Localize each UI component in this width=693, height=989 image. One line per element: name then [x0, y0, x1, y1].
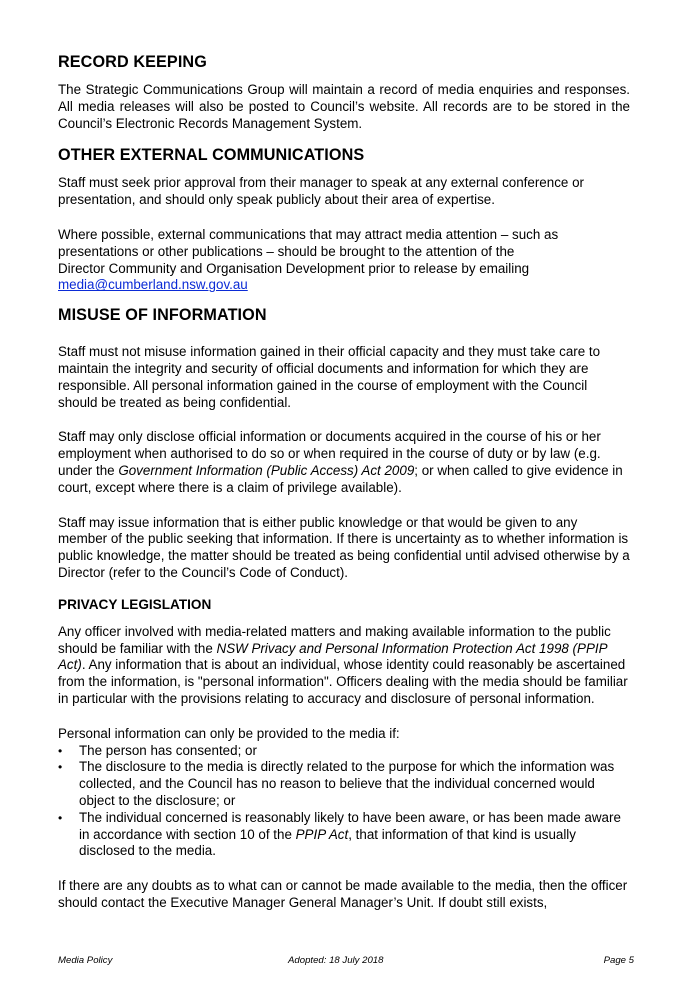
misuse-paragraph-3: Staff may issue information that is either public knowledge or that would be given to any member of the public seeking that information. If there is uncertainty as to whether information is public knowledge, the matter should be treated as being confidential until advised otherwise by a Director (refer to the Council’s Code of Conduct).	[58, 514, 630, 580]
other-external-paragraph-1: Staff must seek prior approval from their manager to speak at any external conference or presentation, and should only speak publicly about their area of expertise.	[58, 175, 584, 208]
privacy-paragraph-1	[58, 624, 630, 708]
document-page	[58, 52, 630, 912]
footer-adopted-date: Adopted: 18 July 2018	[288, 955, 384, 966]
list-item	[58, 743, 630, 760]
other-external-paragraph-2-line-1: Where possible, external communications that may attract media attention – such as presentations or other publications – should be brought to the attention of the	[58, 226, 559, 259]
privacy-list-intro: Personal information can only be provided to the media if:	[58, 725, 400, 741]
ppip-act-short-title: PPIP Act	[295, 826, 349, 842]
privacy-conditions-list	[58, 743, 630, 861]
privacy-legislation-heading: PRIVACY LEGISLATION	[58, 596, 212, 612]
ppip-act-title: NSW Privacy and Personal Information Protection Act 1998 (PPIP Act)	[58, 640, 608, 673]
record-keeping-heading: RECORD KEEPING	[58, 53, 207, 71]
privacy-closing-paragraph: If there are any doubts as to what can or cannot be made available to the media, then the officer should contact the Executive Manager General Manager’s Unit. If doubt still exists,	[58, 878, 628, 910]
misuse-paragraph-2-text-a: Staff may only disclose official information or documents acquired in the course of his or her employment when authorised to do so or when required in the course of duty or by law (e.g. under the	[58, 429, 601, 478]
bullet-icon: •	[58, 743, 63, 758]
other-external-paragraph-2	[58, 227, 630, 294]
bullet-icon: •	[58, 760, 63, 775]
list-item-text: The person has consented; or	[79, 742, 257, 758]
footer-document-title: Media Policy	[58, 955, 113, 966]
misuse-of-information-heading: MISUSE OF INFORMATION	[58, 306, 267, 325]
list-item-text-b: , that information of that kind is usually disclosed to the media.	[79, 826, 576, 859]
list-item	[58, 759, 630, 809]
other-external-paragraph-2-line-2: Director Community and Organisation Development prior to release by emailing	[58, 260, 530, 276]
privacy-paragraph-1-text-a: Any officer involved with media-related matters and making available information to the public should be familiar with the	[58, 623, 611, 656]
privacy-paragraph-1-text-b: . Any information that is about an individual, whose identity could reasonably be ascertained from the information, is "personal information". Officers dealing with the media should be familiar in particular with the provisions relating to accuracy and disclosure of personal information.	[58, 657, 628, 706]
media-email-link[interactable]: media@cumberland.nsw.gov.au	[58, 277, 248, 293]
misuse-paragraph-2-text-b: ; or when called to give evidence in court, except where there is a claim of privilege available).	[58, 462, 623, 495]
misuse-paragraph-1: Staff must not misuse information gained in their official capacity and they must take care to maintain the integrity and security of official documents and information for which they are responsible. All personal information gained in the course of employment with the Council should be treated as being confidential.	[58, 344, 601, 410]
list-item-text: The disclosure to the media is directly related to the purpose for which the information was collected, and the Council has no reason to believe that the individual concerned would object to the disclosure; or	[79, 759, 615, 808]
bullet-icon: •	[58, 810, 63, 825]
gipa-act-title: Government Information (Public Access) Act 2009	[118, 462, 415, 478]
footer-page-number: Page 5	[603, 955, 634, 966]
record-keeping-paragraph: The Strategic Communications Group will maintain a record of media enquiries and responses. All media releases will also be posted to Council’s website. All records are to be stored in the Council’s Electronic Records Management System.	[58, 82, 630, 131]
list-item	[58, 810, 630, 860]
other-external-communications-heading: OTHER EXTERNAL COMMUNICATIONS	[58, 146, 365, 165]
misuse-paragraph-2	[58, 429, 630, 496]
list-item-text-a: The individual concerned is reasonably likely to have been aware, or has been made aware in accordance with section 10 of the	[79, 809, 621, 842]
